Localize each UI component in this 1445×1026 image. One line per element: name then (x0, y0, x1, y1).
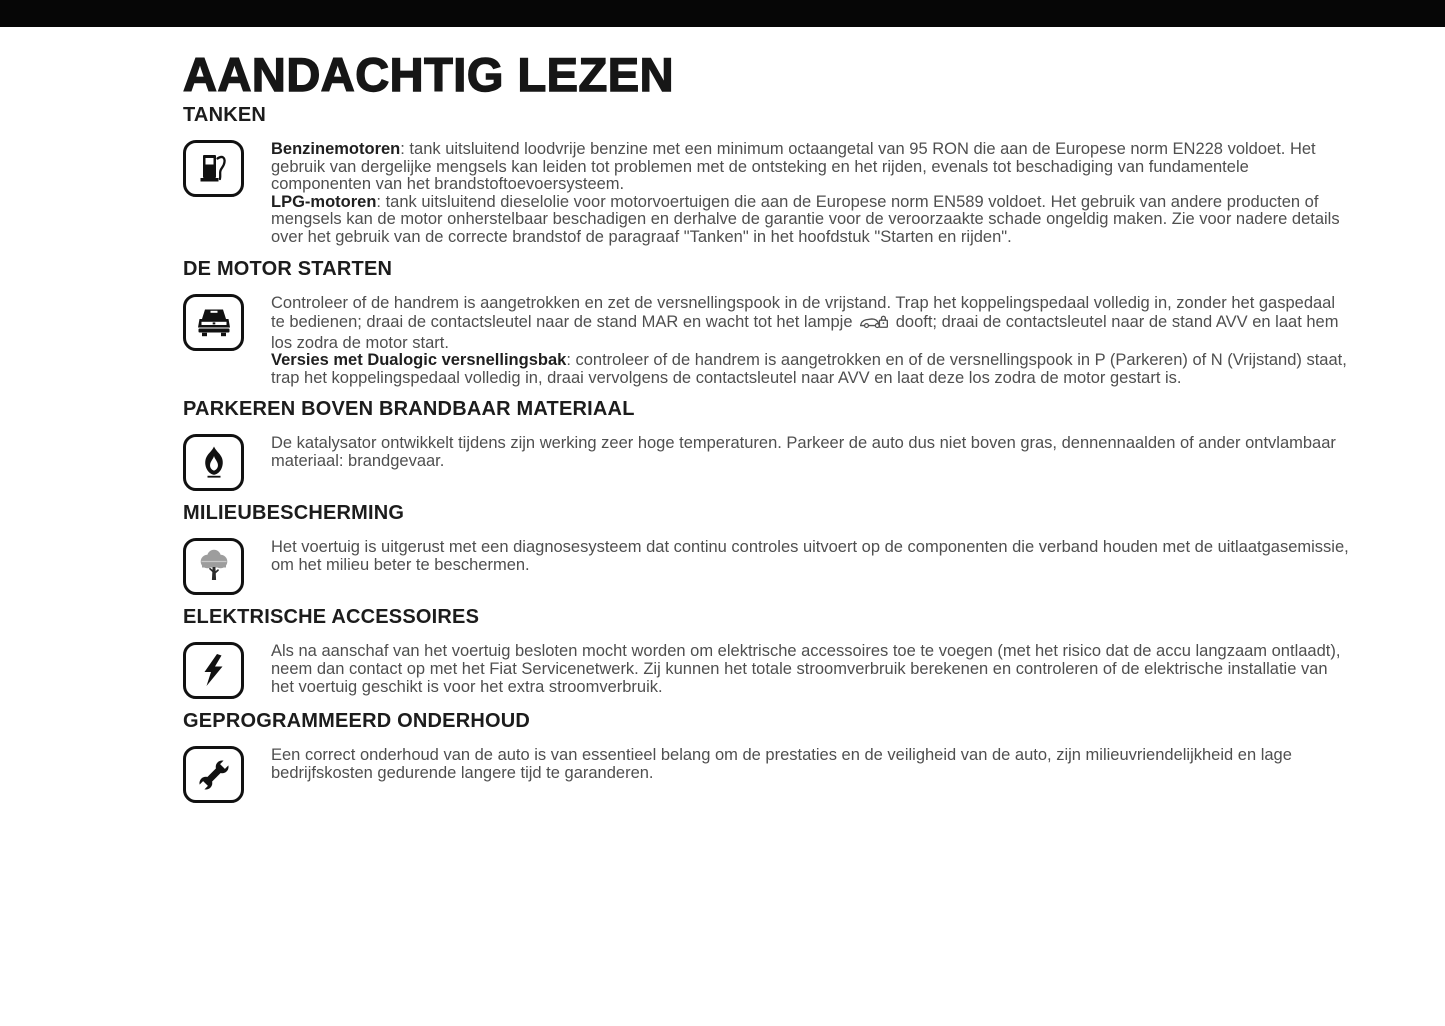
flame-icon (183, 434, 244, 491)
page-title: AANDACHTIG LEZEN (183, 48, 675, 101)
paragraph-text: dooft; draai de contactsleutel naar de stand AVV en laat hem los zodra de motor start. (271, 313, 1339, 352)
section-heading-parkeren: PARKEREN BOVEN BRANDBAAR MATERIAAL (183, 398, 635, 421)
paragraph: De katalysator ontwikkelt tijdens zijn werking zeer hoge temperaturen. Parkeer de auto dus niet boven gras, dennennaalden of ander ontvlambaar materiaal: brandgevaar. (271, 434, 1336, 471)
section-text-milieubescherming (271, 538, 1349, 574)
car-front-icon (183, 294, 244, 351)
paragraph-text: : tank uitsluitend loodvrije benzine met een minimum octaangetal van 95 RON die aan de Europese norm EN228 voldoet. Het gebruik van dergelijke mengsels kan leiden tot problemen met de ontsteking en het rijden, evenals tot beschadiging van fundamentele componenten van het brandstoftoevoersysteem. (271, 139, 1316, 194)
section-text-onderhoud (271, 746, 1349, 782)
paragraph: Het voertuig is uitgerust met een diagnosesysteem dat continu controles uitvoert op de componenten die verband houden met de uitlaatgasemissie, om het milieu beter te beschermen. (271, 538, 1349, 575)
section-onderhoud (183, 746, 1349, 803)
section-heading-onderhoud: GEPROGRAMMEERD ONDERHOUD (183, 710, 531, 733)
section-text-motor-starten (271, 294, 1349, 388)
paragraph-text: : controleer of de handrem is aangetrokken en of de versnellingspook in P (Parkeren) of N (Vrijstand) staat, trap het koppelingspedaal volledig in, draai vervolgens de contactsleutel naar AVV en laat deze los zodra de motor gestart is. (271, 351, 1347, 387)
paragraph: Een correct onderhoud van de auto is van essentieel belang om de prestaties en de veiligheid van de auto, zijn milieuvriendelijkheid en lage bedrijfskosten gedurende langere tijd te garanderen. (271, 746, 1292, 783)
section-heading-tanken: TANKEN (183, 103, 267, 126)
section-heading-milieubescherming: MILIEUBESCHERMING (183, 502, 405, 525)
fuel-pump-icon (183, 140, 244, 197)
section-elektrische-accessoires (183, 642, 1349, 699)
section-tanken (183, 140, 1349, 247)
wrench-icon (183, 746, 244, 803)
paragraph-text: Controleer of de handrem is aangetrokken en zet de versnellingspook in de vrijstand. Trap het koppelingspedaal volledig in, zonder het gaspedaal te bedienen; draai de contactsleutel naar de stand MAR en wacht tot het lampje (271, 293, 1336, 332)
top-bar (0, 0, 1445, 27)
section-milieubescherming (183, 538, 1349, 595)
paragraph: Als na aanschaf van het voertuig besloten mocht worden om elektrische accessoires toe te voegen (met het risico dat de accu langzaam ontlaadt), neem dan contact op met het Fiat Servicenetwerk. Zij kunnen het totale stroomverbruik berekenen en controleren of de elektrische installatie van het voertuig geschikt is voor het extra stroomverbruik. (271, 642, 1341, 696)
section-heading-elektrische-accessoires: ELEKTRISCHE ACCESSOIRES (183, 606, 480, 629)
paragraph (271, 352, 1349, 387)
page-content (0, 27, 1445, 853)
paragraph (271, 141, 1349, 194)
section-text-parkeren (271, 434, 1349, 470)
paragraph (271, 194, 1349, 247)
bold-lead: Versies met Dualogic versnellingsbak (271, 351, 567, 370)
paragraph-text: : tank uitsluitend dieselolie voor motorvoertuigen die aan de Europese norm EN589 voldoet. Het gebruik van andere producten of mengsels kan de motor onherstelbaar beschadigen en derhalve de garantie voor de veroorzaakte schade ongeldig maken. Zie voor nadere details over het gebruik van de correcte brandstof de paragraaf "Tanken" in het hoofdstuk "Starten en rijden". (271, 192, 1340, 246)
paragraph (271, 295, 1349, 353)
section-parkeren (183, 434, 1349, 491)
code-warning-lamp-icon (859, 312, 889, 335)
section-text-elektrische-accessoires (271, 642, 1349, 696)
bold-lead: Benzinemotoren (271, 139, 401, 158)
section-text-tanken (271, 140, 1349, 247)
bold-lead: LPG-motoren (271, 192, 377, 211)
section-motor-starten (183, 294, 1349, 388)
section-heading-motor-starten: DE MOTOR STARTEN (183, 257, 393, 280)
tree-icon (183, 538, 244, 595)
lightning-bolt-icon (183, 642, 244, 699)
